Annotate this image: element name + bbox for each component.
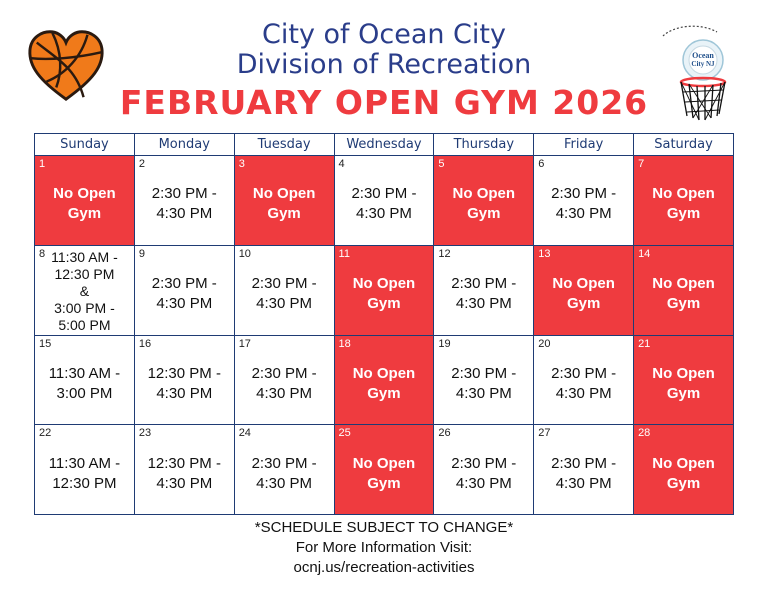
day-number: 16 bbox=[138, 337, 152, 350]
weekday-thursday: Thursday bbox=[434, 134, 534, 156]
header-line-2: Division of Recreation bbox=[236, 49, 532, 80]
day-cell-23 bbox=[134, 425, 234, 515]
day-cell-15 bbox=[35, 335, 135, 425]
day-cell-27 bbox=[534, 425, 634, 515]
day-cell-20 bbox=[534, 335, 634, 425]
day-number: 3 bbox=[238, 158, 245, 170]
day-number: 6 bbox=[538, 158, 545, 170]
day-cell-28 bbox=[634, 425, 734, 515]
gym-hours: 12:30 PM - 4:30 PM bbox=[147, 454, 221, 492]
no-open-gym-label: No Open Gym bbox=[352, 364, 416, 402]
no-open-gym-label: No Open Gym bbox=[252, 185, 316, 223]
day-cell-12 bbox=[434, 245, 534, 335]
weekday-wednesday: Wednesday bbox=[334, 134, 434, 156]
day-number: 20 bbox=[538, 337, 551, 350]
day-cell-10 bbox=[234, 245, 334, 335]
day-cell-26 bbox=[434, 425, 534, 515]
day-cell-3 bbox=[234, 156, 334, 246]
gym-hours: 11:30 AM - 12:30 PM & 3:00 PM - 5:00 PM bbox=[51, 248, 118, 333]
day-number: 5 bbox=[438, 158, 445, 170]
week-row bbox=[35, 335, 734, 425]
day-number: 14 bbox=[638, 247, 651, 260]
weekday-tuesday: Tuesday bbox=[234, 134, 334, 156]
day-cell-16 bbox=[134, 335, 234, 425]
info-text: For More Information Visit: bbox=[295, 539, 473, 556]
day-number: 25 bbox=[338, 427, 351, 440]
no-open-gym-label: No Open Gym bbox=[352, 275, 416, 313]
page-title: FEBRUARY OPEN GYM 2026 bbox=[119, 83, 649, 122]
gym-hours: 2:30 PM - 4:30 PM bbox=[351, 185, 417, 223]
gym-hours: 2:30 PM - 4:30 PM bbox=[251, 275, 317, 313]
day-cell-4 bbox=[334, 156, 434, 246]
gym-hours: 2:30 PM - 4:30 PM bbox=[251, 454, 317, 492]
day-number: 23 bbox=[138, 427, 152, 440]
day-number: 12 bbox=[438, 247, 451, 260]
gym-hours: 2:30 PM - 4:30 PM bbox=[251, 364, 317, 402]
no-open-gym-label: No Open Gym bbox=[652, 454, 715, 492]
header-line-1: City of Ocean City bbox=[262, 19, 506, 50]
gym-hours: 12:30 PM - 4:30 PM bbox=[147, 364, 221, 402]
week-row bbox=[35, 156, 734, 246]
logo-text: Ocean bbox=[692, 51, 714, 60]
day-number: 10 bbox=[238, 247, 251, 260]
gym-hours: 2:30 PM - 4:30 PM bbox=[451, 275, 517, 313]
gym-hours: 11:30 AM - 3:00 PM bbox=[48, 364, 121, 402]
day-cell-21 bbox=[634, 335, 734, 425]
day-number: 8 bbox=[39, 247, 46, 260]
no-open-gym-label: No Open Gym bbox=[53, 185, 116, 223]
gym-hours: 2:30 PM - 4:30 PM bbox=[551, 364, 617, 402]
day-number: 26 bbox=[438, 427, 451, 440]
svg-text:City NJ: City NJ bbox=[691, 60, 715, 68]
week-row bbox=[35, 425, 734, 515]
calendar-grid bbox=[34, 133, 734, 515]
day-number: 7 bbox=[638, 158, 645, 170]
weekday-header-row bbox=[35, 134, 734, 156]
day-cell-2 bbox=[134, 156, 234, 246]
info-url[interactable]: ocnj.us/recreation-activities bbox=[293, 559, 475, 576]
gym-hours: 2:30 PM - 4:30 PM bbox=[451, 364, 517, 402]
day-number: 2 bbox=[138, 158, 145, 170]
day-cell-24 bbox=[234, 425, 334, 515]
weekday-friday: Friday bbox=[534, 134, 634, 156]
gym-hours: 2:30 PM - 4:30 PM bbox=[151, 275, 217, 313]
calendar-body bbox=[35, 156, 734, 515]
gym-hours: 2:30 PM - 4:30 PM bbox=[451, 454, 517, 492]
day-cell-18 bbox=[334, 335, 434, 425]
day-cell-11 bbox=[334, 245, 434, 335]
no-open-gym-label: No Open Gym bbox=[552, 275, 615, 313]
day-number: 19 bbox=[438, 337, 451, 350]
day-number: 4 bbox=[338, 158, 345, 170]
day-cell-9 bbox=[134, 245, 234, 335]
weekday-saturday: Saturday bbox=[634, 134, 734, 156]
day-number: 13 bbox=[538, 247, 551, 260]
day-number: 15 bbox=[39, 337, 52, 350]
gym-hours: 11:30 AM - 12:30 PM bbox=[48, 454, 121, 492]
no-open-gym-label: No Open Gym bbox=[652, 185, 715, 223]
weekday-monday: Monday bbox=[134, 134, 234, 156]
no-open-gym-label: No Open Gym bbox=[652, 275, 715, 313]
no-open-gym-label: No Open Gym bbox=[352, 454, 416, 492]
day-number: 21 bbox=[638, 337, 651, 350]
no-open-gym-label: No Open Gym bbox=[452, 185, 516, 223]
day-number: 18 bbox=[338, 337, 351, 350]
day-number: 24 bbox=[238, 427, 251, 440]
day-cell-6 bbox=[534, 156, 634, 246]
gym-hours: 2:30 PM - 4:30 PM bbox=[151, 185, 217, 223]
weekday-sunday: Sunday bbox=[35, 134, 135, 156]
day-number: 28 bbox=[638, 427, 651, 440]
gym-hours: 2:30 PM - 4:30 PM bbox=[551, 454, 617, 492]
day-number: 27 bbox=[538, 427, 551, 440]
day-cell-7 bbox=[634, 156, 734, 246]
day-cell-17 bbox=[234, 335, 334, 425]
no-open-gym-label: No Open Gym bbox=[652, 364, 715, 402]
day-number: 9 bbox=[138, 247, 145, 260]
day-cell-14 bbox=[634, 245, 734, 335]
day-number: 1 bbox=[39, 158, 46, 170]
day-cell-13 bbox=[534, 245, 634, 335]
day-cell-19 bbox=[434, 335, 534, 425]
day-cell-25 bbox=[334, 425, 434, 515]
schedule-notice: *SCHEDULE SUBJECT TO CHANGE* bbox=[254, 519, 514, 536]
day-number: 17 bbox=[238, 337, 251, 350]
day-cell-1 bbox=[35, 156, 135, 246]
day-number: 22 bbox=[39, 427, 52, 440]
week-row bbox=[35, 245, 734, 335]
day-number: 11 bbox=[338, 247, 350, 260]
day-cell-5 bbox=[434, 156, 534, 246]
day-cell-8 bbox=[35, 245, 135, 335]
gym-hours: 2:30 PM - 4:30 PM bbox=[551, 185, 617, 223]
day-cell-22 bbox=[35, 425, 135, 515]
